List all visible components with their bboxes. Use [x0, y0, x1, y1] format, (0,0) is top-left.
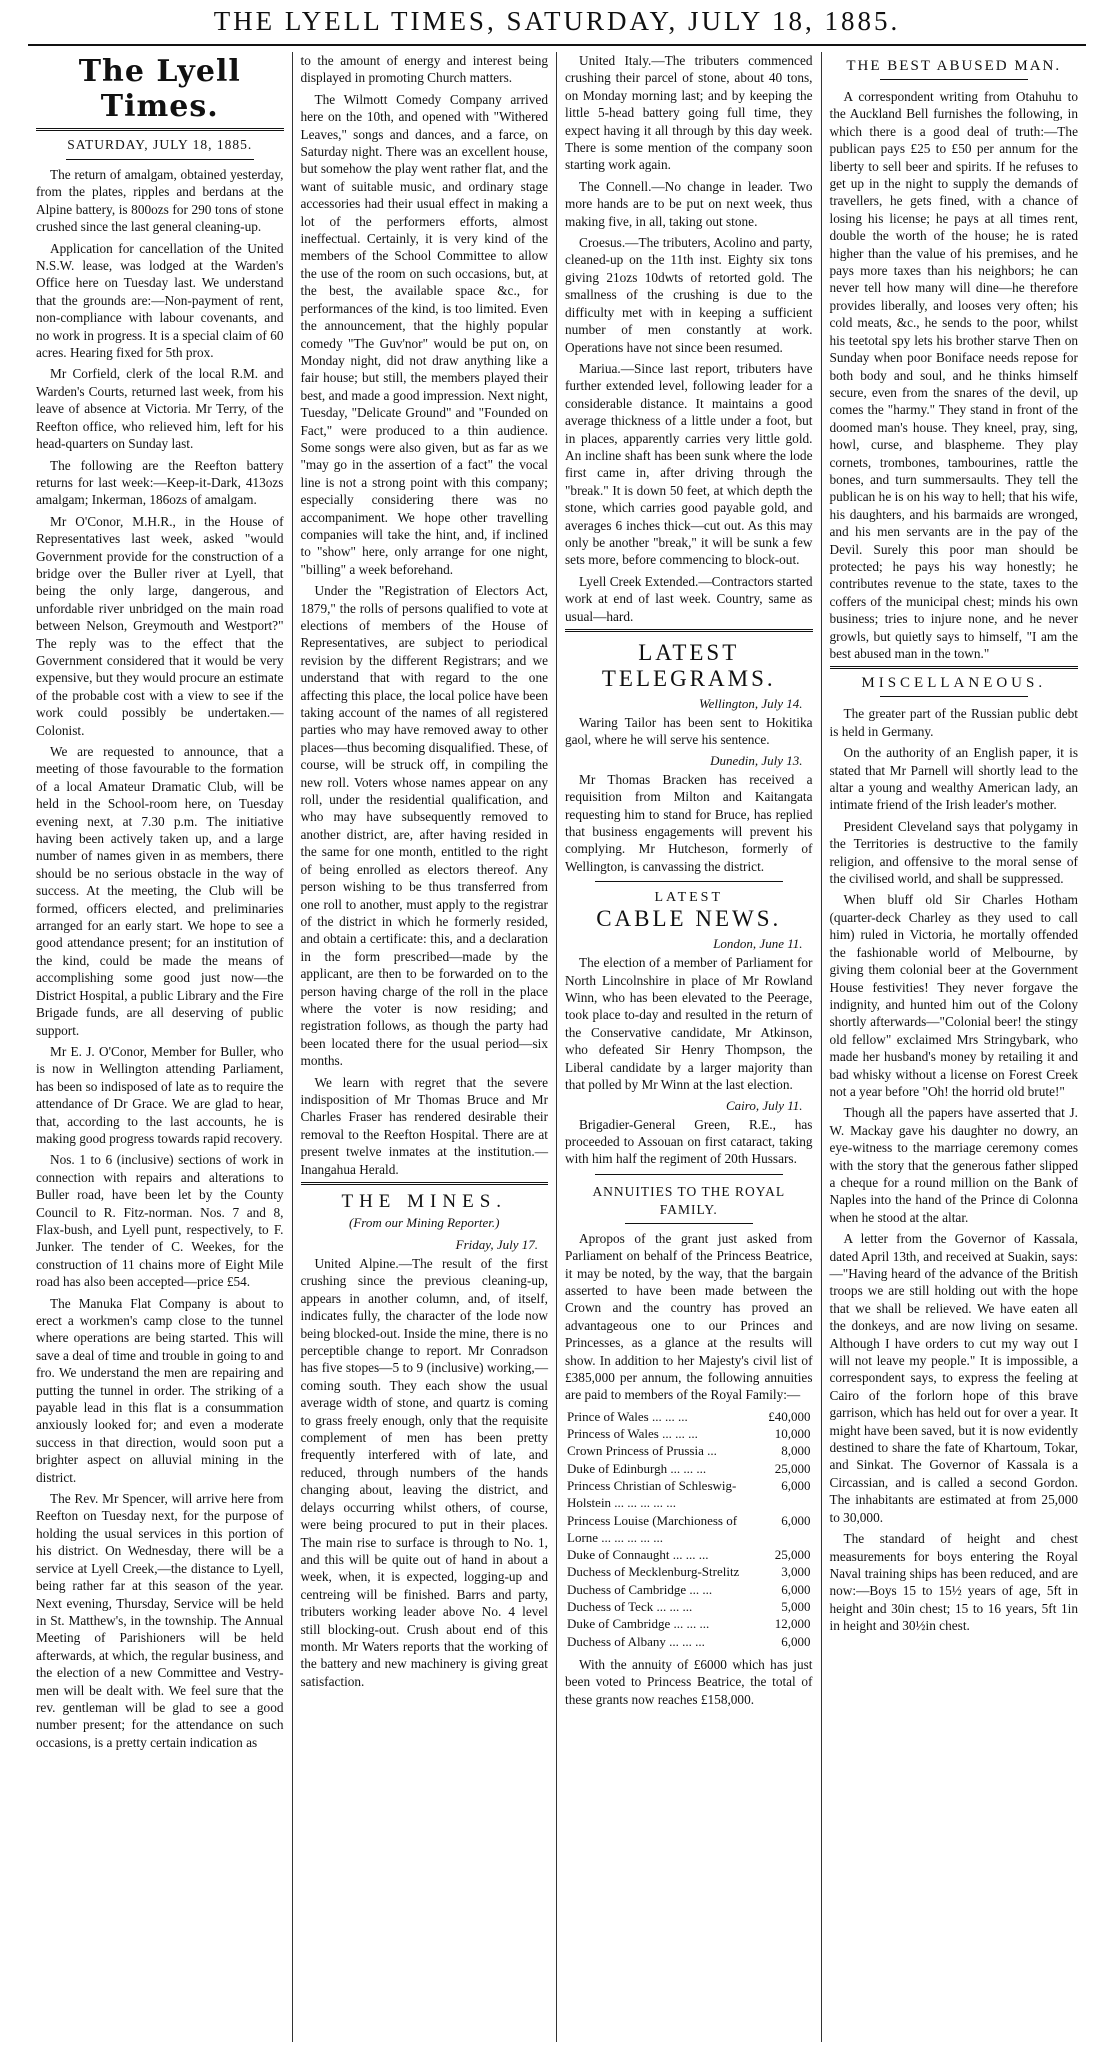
annuity-row [565, 1512, 813, 1547]
annuity-row [565, 1581, 813, 1598]
article-paragraph: The greater part of the Russian public debt is held in Germany. [829, 706, 1078, 739]
annuity-amount: 10,000 [774, 1426, 811, 1442]
article-paragraph: Mr O'Conor, M.H.R., in the House of Representatives last week, asked "would Government provide for the construction of a bridge over the Buller river at Lyell, that being the only large, dangerous, and unfordable river unbridged on the main road between Nelson, Greymouth and Westport?" The reply was to the effect that the Government considered that it would be very expensive, but they would procure an estimate of the probable cost with a view to see if the work could possibly be undertaken.—Colonist. [36, 513, 284, 738]
cable-dateline: Cairo, July 11. [725, 1097, 803, 1113]
annuity-name: Princess Christian of Schleswig-Holstein ... ... ... ... ... [567, 1477, 737, 1511]
telegram-text: Mr Thomas Bracken has received a requisition from Milton and Kaitangata requesting him to stand for Bruce, has replied that business engagements will prevent his complying. Mr Hutcheson, formerly of Wellington, is canvassing the district. [565, 771, 813, 874]
paper-title: The Lyell Times. [78, 54, 241, 124]
annuity-name: Duchess of Mecklenburg-Strelitz [567, 1564, 740, 1580]
article-paragraph: On the authority of an English paper, it is stated that Mr Parnell will shortly lead to the altar a young and wealthy American lady, an intimate friend of the Irish leader's mother. [829, 745, 1078, 813]
mines-date: Friday, July 17. [455, 1237, 538, 1252]
article-paragraph: President Cleveland says that polygamy in the Territories is destructive to the family religion, and offensive to the moral sense of the civilised world, and shall be suppressed. [829, 818, 1078, 887]
annuity-amount: £40,000 [768, 1408, 811, 1424]
article-paragraph: Mr Corfield, clerk of the local R.M. and Warden's Courts, returned last week, from his leave of absence at Victoria. Mr Terry, of the Reefton office, who relieved him, left for his head-quarters on Sunday last. [36, 366, 284, 452]
column-3 [557, 52, 822, 2042]
annuity-name: Duchess of Teck ... ... ... [567, 1599, 693, 1615]
cable-text: Brigadier-General Green, R.E., has proceeded to Assouan on first cataract, taking with him half the regiment of 20th Hussars. [565, 1116, 813, 1167]
annuity-name: Duchess of Cambridge ... ... [567, 1581, 713, 1597]
annuity-amount: 25,000 [774, 1460, 811, 1476]
annuity-name: Duke of Edinburgh ... ... ... [567, 1460, 707, 1476]
annuity-row [565, 1425, 813, 1442]
annuity-amount: 6,000 [781, 1512, 811, 1528]
cable-text: The election of a member of Parliament for North Lincolnshire in place of Mr Rowland Winn, who has been elevated to the Peerage, took place to-day and resulted in the return of the Conservative candidate, Mr Atkinson, who defeated Sir Henry Thompson, the Liberal candidate by a larger majority than that polled by Mr Winn at the last election. [565, 955, 813, 1093]
annuity-row [565, 1442, 813, 1459]
article-paragraph: The Rev. Mr Spencer, will arrive here from Reefton on Tuesday next, for the purpose of holding the usual services in this portion of his district. On Wednesday, there will be a service at Lyell Creek,—the distance to Lyell, being rather far at this season of the year. Next evening, Thursday, Service will be held in St. Matthew's, in the township. The Annual Meeting of Parishioners will be held afterwards, at which, the regular business, and the election of a new Committee and Vestry-men will be dealt with. We feel sure that the rev. gentleman will be glad to see a good number present; for the attendance on such occasions, is a pretty certain indication as [36, 1491, 284, 1750]
annuities-intro: Apropos of the grant just asked from Parliament on behalf of the Princess Beatrice, it may be noted, by the way, that the bargain asserted to have been made between the Crown and the country has proved an advantageous one to our Princes and Princesses, as a glance at the results will show. In addition to her Majesty's civil list of £385,000 per annum, the following annuities are paid to members of the Royal Family:— [565, 1230, 813, 1403]
mines-heading: THE MINES. [341, 1191, 508, 1212]
annuity-name: Prince of Wales ... ... ... [567, 1408, 688, 1424]
article-paragraph: The standard of height and chest measurements for boys entering the Royal Naval training ships has been reduced, and are now:—Boys 15 to 15½ years of age, 5ft in height and 30in chest; 15 to 16 years, 5ft 1in in height and 30½in chest. [829, 1531, 1078, 1634]
article-paragraph: Mariua.—Since last report, tributers have further extended level, following leader for a considerable distance. It maintains a good average thickness of a little under a foot, but in places, apparently carries very little gold. An incline shaft has been sunk where the lode first came in, after driving through the "break." It is down 50 feet, at which depth the stone, which carries good payable gold, and averages 6 inches thick—cut out. As this may only be another "break," it will be sunk a few sets more, before commencing to block-out. [565, 360, 813, 568]
article-paragraph: United Italy.—The tributers commenced crushing their parcel of stone, about 40 tons, on Monday morning last; and by keeping the little 5-head battery going full time, they expect having it all through by this day week. There is some mention of the company soon starting work again. [565, 53, 813, 173]
misc-heading: MISCELLANEOUS. [861, 675, 1047, 692]
mines-subheading: (From our Mining Reporter.) [349, 1215, 500, 1230]
column-2 [293, 52, 558, 2042]
annuity-name: Duke of Connaught ... ... ... [567, 1547, 709, 1563]
annuities-outro: With the annuity of £6000 which has just been voted to Princess Beatrice, the total of these grants now reaches £158,000. [565, 1656, 813, 1707]
article-paragraph: Croesus.—The tributers, Acolino and party, cleaned-up on the 11th inst. Eighty six tons giving 21ozs 10dwts of retorted gold. The smallness of the crushing is due to the difficulty met with in keeping a sufficient number of men constantly at work. Operations have not since been resumed. [565, 235, 813, 355]
section-rule [880, 696, 1029, 697]
masthead-rule [28, 44, 1086, 46]
cable-heading: CABLE NEWS. [596, 906, 782, 932]
annuity-amount: 6,000 [781, 1477, 811, 1493]
article-paragraph: Nos. 1 to 6 (inclusive) sections of work in connection with repairs and alterations to Buller road, have been let by the County Council to R. Fitz-norman. Nos. 7 and 8, Flax-bush, and Lyell punt, respectively, to F. Junker. The tender of C. Weekes, for the construction of 11 chains more of Eight Mile road has also been accepted—price £54. [36, 1152, 284, 1290]
section-rule [595, 881, 783, 882]
annuity-row [565, 1598, 813, 1615]
article-paragraph: When bluff old Sir Charles Hotham (quarter-deck Charley as they used to call him) ruled in Victoria, he mortally offended the fashionable world of Melbourne, by giving them colonial beer at the Government House festivities! They never forgave the indignity, and hunted him out of the Colony shortly afterwards—"Colonial beer! the stingy old fellow" exclaimed Mrs Stringybark, who made her husband's money by retailing it and bad whisky without a license on Forest Creek not a year before "Oh! the horrid old brute!" [829, 892, 1078, 1099]
section-rule [595, 1174, 783, 1175]
annuity-row [565, 1477, 813, 1512]
section-rule [880, 79, 1029, 80]
annuity-row [565, 1408, 813, 1425]
annuity-name: Duchess of Albany ... ... ... [567, 1633, 705, 1649]
article-paragraph: United Alpine.—The result of the first crushing since the previous cleaning-up, appears in another column, and, of itself, indicates fully, the character of the lode now being blocked-out. Inside the mine, there is no perceptible change to report. Mr Conradson has five stopes—5 to 9 (inclusive) working,—coming south. They each show the usual average width of stone, and quartz is coming to grass freely enough, only that the requisite complement of men has been pretty frequently interfered with of late, and reduced, through numbers of the hands changing about, leaving the district, and delays occurring whilst others, of course, were being procured to put in their places. The main rise to surface is through to No. 1, and this will be quite out of hand in about a week, when, it is expected, logging-up and centreing will be finished. Barrs and party, tributers working leader above No. 4 level still blocking-out. Crush about end of this month. Mr Waters reports that the working of the battery and new machinery is giving great satisfaction. [300, 1256, 548, 1689]
article-paragraph: Mr E. J. O'Conor, Member for Buller, who is now in Wellington attending Parliament, has been so indisposed of late as to require the attendance of Dr Grace. We are glad to hear, that, according to the last accounts, he is making good progress towards rapid recovery. [36, 1043, 284, 1146]
annuity-amount: 6,000 [781, 1633, 811, 1649]
column-1 [28, 52, 293, 2042]
section-rule [301, 1182, 549, 1185]
article-paragraph: The Manuka Flat Company is about to erect a workmen's camp close to the tunnel where operations are being started. This will save a deal of time and trouble in going to and fro. We understand the men are repairing and putting the tunnel in order. The striking of a payable lead in this flat is a consummation anxiously looked for; and even a moderate success in that direction, would soon put a brighter aspect on alluvial mining in the district. [36, 1295, 284, 1485]
annuity-name: Duke of Cambridge ... ... ... [567, 1616, 710, 1632]
article-paragraph: Lyell Creek Extended.—Contractors started work at end of last week. Country, same as usual—hard. [565, 573, 813, 624]
annuity-name: Crown Princess of Prussia ... [567, 1443, 717, 1459]
section-rule [830, 666, 1079, 669]
telegrams-heading: LATEST TELEGRAMS. [601, 640, 776, 691]
title-rule [36, 128, 284, 131]
annuity-row [565, 1546, 813, 1563]
annuity-amount: 12,000 [774, 1616, 811, 1632]
section-rule [625, 1223, 753, 1224]
abused-heading: THE BEST ABUSED MAN. [846, 58, 1062, 74]
article-paragraph: Application for cancellation of the United N.S.W. lease, was lodged at the Warden's Office here on Tuesday last. We understand that the grounds are:—Non-payment of rent, non-compliance with labour covenants, and no work in progress. It is a special claim of 60 acres. Hearing fixed for 5th prox. [36, 240, 284, 361]
telegram-dateline: Dunedin, July 13. [710, 752, 803, 768]
annuity-row [565, 1563, 813, 1580]
article-paragraph: We are requested to announce, that a meeting of those favourable to the formation of a local Amateur Dramatic Club, will be held in the School-room here, on Tuesday evening next, at 7.30 p.m. The initiative having been actively taken up, and a large number of names given in as members, there should be no serious obstacle in the way of success. At the meeting, the Club will be formed, officers elected, and preliminaries arranged for an early start. We hope to see a good attendance present; for an institution of the kind, could be made the means of accomplishing some good just now—the District Hospital, a public Library and the Fire Brigade funds, are all deserving of public support. [36, 744, 284, 1038]
annuity-name: Princess of Wales ... ... ... [567, 1426, 698, 1442]
article-paragraph: The return of amalgam, obtained yesterday, from the plates, ripples and berdans at the Alpine battery, is 800ozs for 290 tons of stone crushed since the last general cleaning-up. [36, 167, 284, 235]
cable-dateline: London, June 11. [713, 936, 803, 952]
annuity-amount: 5,000 [781, 1599, 811, 1615]
article-paragraph: Under the "Registration of Electors Act, 1879," the rolls of persons qualified to vote at elections of members of the House of Representatives, are subject to periodical revision by the different Registrars; and we understand that with regard to the one affecting this place, the local police have been taking account of the names of all registered parties who may have removed away to other places—thus becoming disqualified. These, of course, will be struck off, in compiling the new roll. Voters whose names appear on any roll, under the residential qualification, and who may have subsequently removed to another district, are, after having resided in the same for one month, entitled to the right of being enrolled as electors thereof. Any person wishing to be thus transferred from one roll to another, must apply to the registrar of the district in which he formerly resided, and obtain a certificate: this, and a declaration in the form prescribed—made by the applicant, are then to be forwarded on to the person having charge of the roll in the place where the voter is now residing; and registration follows, as though the party had been located there for the usual period—six months. [300, 583, 548, 1069]
annuities-heading: ANNUITIES TO THE ROYAL FAMILY. [592, 1183, 786, 1217]
annuity-row [565, 1615, 813, 1632]
annuity-amount: 25,000 [774, 1547, 811, 1563]
article-paragraph: A correspondent writing from Otahuhu to the Auckland Bell furnishes the following, in which there is a good deal of truth:—The publican pays £25 to £50 per annum for the liberty to sell beer and spirits. If he refuses to get up in the night to supply the demands of travellers, he gets fined, with a chance of losing his license; he pays at all times rent, double the worth of the house; he is rated higher than the value of his premises, and he pays more taxes than his neighbors; he can never tell how many will dine—he therefore provides liberally, and looses very often; his cold meats, &c., he sends to the poor, whilst his teetotal spy lets his brother starve Then on Sunday when poor Boniface needs repose for both body and soul, and he thinks himself secure, even from the snares of the devil, up comes the "harmy." They stand in front of the doomed man's house. They kneel, pray, sing, howl, curse, and blaspheme. They play cornets, trombones, tambourines, rattle the bones, and turn summersaults. They tell the publican he is on his way to hell; that his wife, his daughters, and his barmaids are wronged, and his men servants are in the pay of the Devil. Surely this poor man should be protected; he pays his way honestly; he contributes revenue to the state, taxes to the coffers of the municipal chest; minds his own business; tries to injure none, and he never growls, but quietly says to himself, "I am the best abused man in the town." [829, 89, 1078, 661]
article-paragraph: Though all the papers have asserted that J. W. Mackay gave his daughter no dowry, an eye-witness to the marriage ceremony comes with the story that the generous father slipped a cheque for a round million on the Bank of Naples into the hand of the Prince di Colonna when he stood at the altar. [829, 1105, 1078, 1225]
article-paragraph: to the amount of energy and interest being displayed in promoting Church matters. [300, 53, 548, 86]
article-paragraph: We learn with regret that the severe indisposition of Mr Thomas Bruce and Mr Charles Fraser has rendered desirable their removal to the Reefton Hospital. There are at present twelve inmates at the institution.—Inangahua Herald. [300, 1074, 548, 1177]
telegram-dateline: Wellington, July 14. [698, 696, 803, 711]
article-paragraph: A letter from the Governor of Kassala, dated April 13th, and received at Suakin, says:—"Having heard of the advance of the British troops we are still holding out with the hope that we shall be relieved. We have eaten all the donkeys, and are now living on sesame. Although I have orders to cut my way out I will not leave my people." It is impossible, a correspondent says, to express the feeling at Cairo of the forlorn hope of this brave garrison, which has held out for over a year. It might have been saved, but it is now evidently destined to share the fate of Khartoum, Tokar, and Sinkat. The Governor of Kassala is a Circassian, and is called a second Gordon. The inhabitants are estimated at from 25,000 to 30,000. [829, 1231, 1078, 1525]
annuity-amount: 3,000 [781, 1564, 811, 1580]
annuity-row [565, 1633, 813, 1650]
telegram-text: Waring Tailor has been sent to Hokitika gaol, where he will serve his sentence. [565, 715, 813, 748]
cable-subheading: LATEST [654, 890, 724, 906]
article-paragraph: The following are the Reefton battery returns for last week:—Keep-it-Dark, 413ozs amalgam; Inkerman, 186ozs of amalgam. [36, 457, 284, 508]
annuity-amount: 8,000 [781, 1443, 811, 1459]
column-4 [822, 52, 1087, 2042]
annuity-row [565, 1460, 813, 1477]
newspaper-columns [28, 52, 1086, 2042]
annuity-amount: 6,000 [781, 1581, 811, 1597]
article-paragraph: The Connell.—No change in leader. Two more hands are to be put on next week, thus making five, in all, taking out stone. [565, 178, 813, 229]
article-paragraph: The Wilmott Comedy Company arrived here on the 10th, and opened with "Withered Leaves," songs and dances, and a farce, on Saturday night. There was an excellent house, but somehow the play went rather flat, and the want of suitable music, and ordinary stage accessories had their usual effect in making a lot of the performers efforts, almost ineffectual. Certainly, it is very kind of the members of the School Committee to allow the use of the room on such occasions, but, at the best, the available space &c., for performances of the kind, is too limited. Even the announcement, that the highly popular comedy "The Guv'nor" would be put on, on Monday night, did not draw anything like a fair house; but still, the members played their best, and made a good impression. Next night, Tuesday, "Delicate Ground" and "Founded on Fact," were produced to a thin audience. Some songs were also given, but as far as we "may go in the assertion of a fact" the vocal line is not a strong point with this company; especially considering there was no accompaniment. We hope other travelling companies will take the hint, and, if inclined to "show" here, only arrange for one night, "billing" a week beforehand. [300, 91, 548, 577]
page-masthead: THE LYELL TIMES, SATURDAY, JULY 18, 1885. [213, 6, 901, 36]
annuity-name: Princess Louise (Marchioness of Lorne ... ... ... ... ... [567, 1512, 738, 1545]
section-rule [565, 629, 813, 632]
annuities-table [565, 1408, 813, 1650]
dateline-rule [66, 159, 254, 160]
dateline: SATURDAY, JULY 18, 1885. [67, 137, 253, 152]
